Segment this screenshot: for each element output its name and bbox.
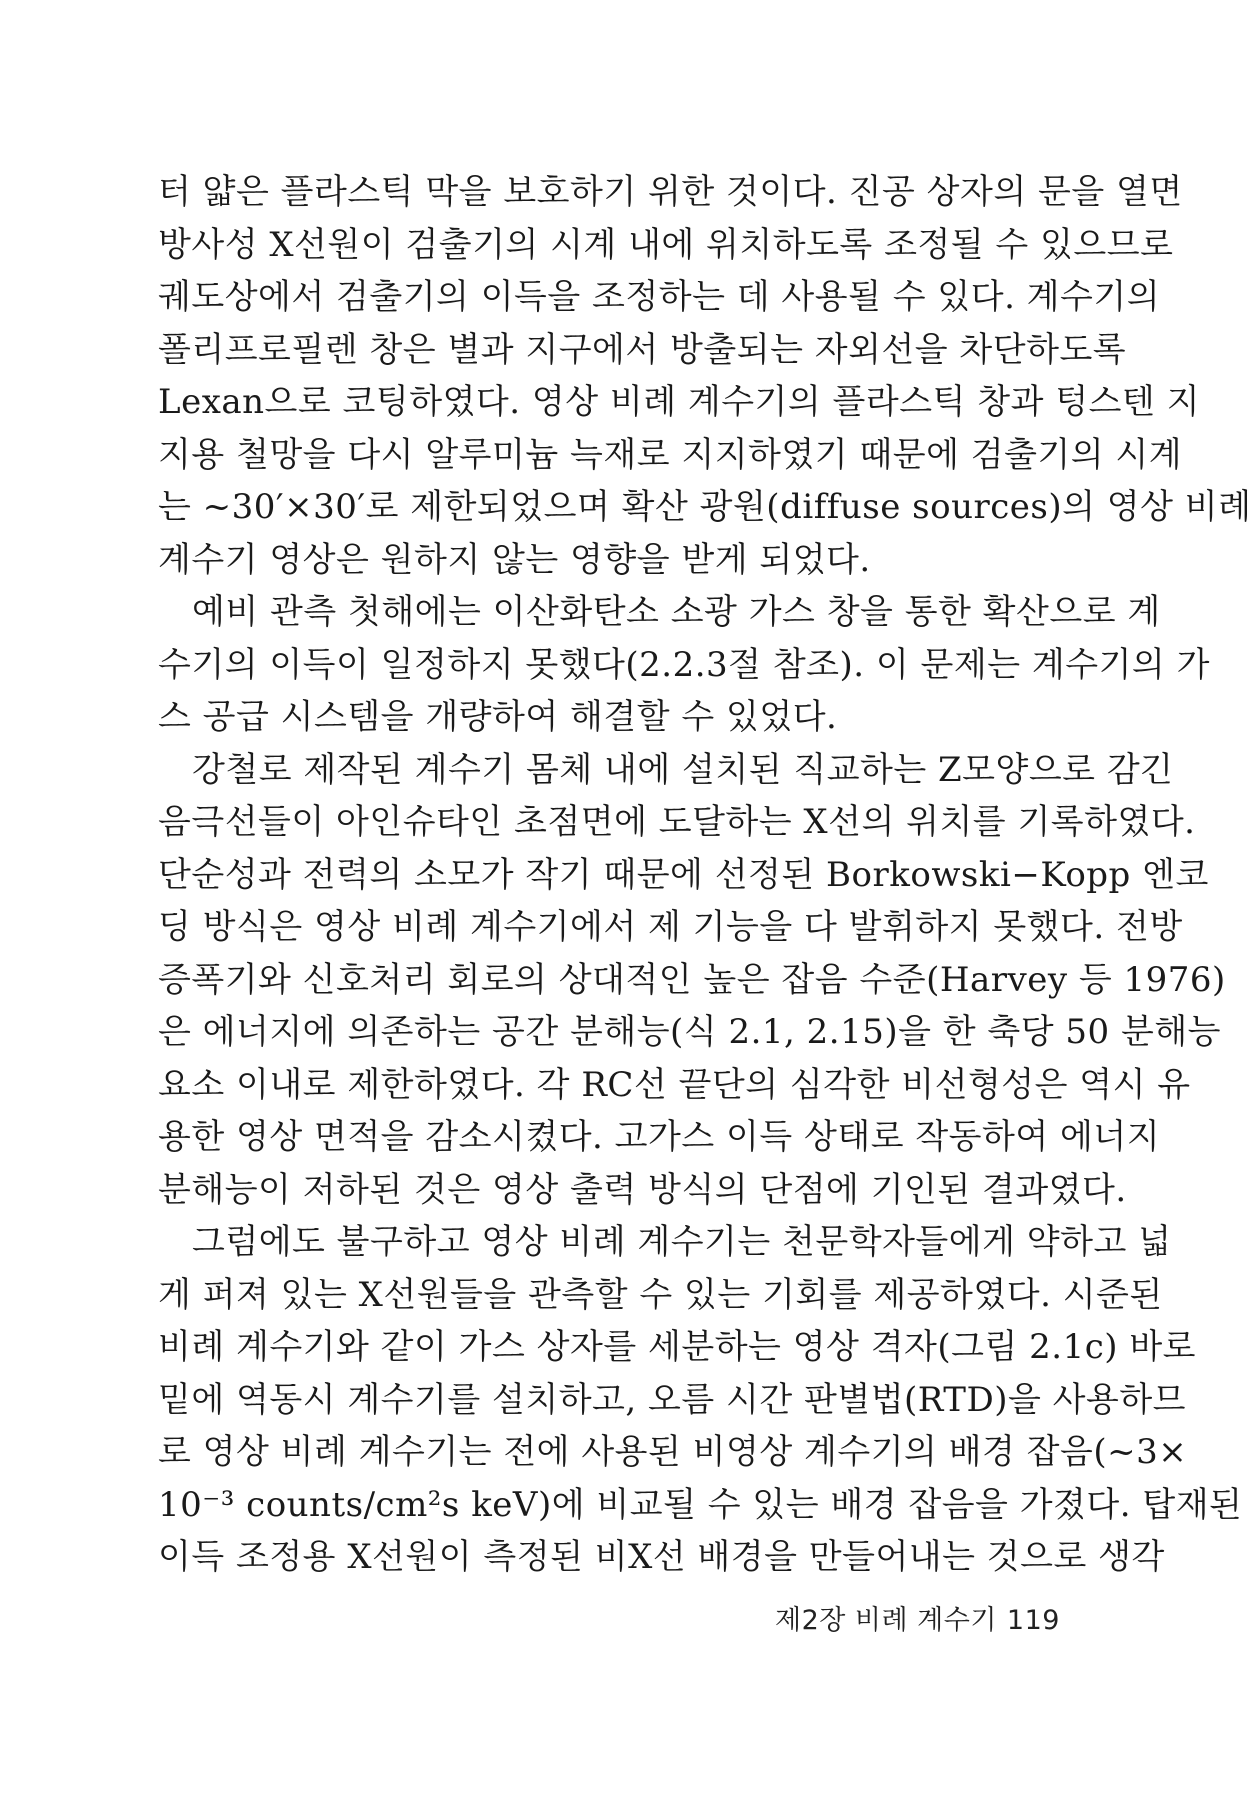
chapter-title: 제2장 비례 계수기 (775, 1605, 997, 1636)
text-line: 로 영상 비례 계수기는 전에 사용된 비영상 계수기의 배경 잡음(~3× (158, 1432, 1188, 1472)
body-text (158, 166, 1251, 1584)
text-line: Lexan으로 코팅하였다. 영상 비례 계수기의 플라스틱 창과 텅스텐 지 (158, 382, 1200, 422)
text-line: 밑에 역동시 계수기를 설치하고, 오름 시간 판별법(RTD)을 사용하므 (158, 1379, 1187, 1420)
running-footer (775, 1598, 1060, 1637)
text-line: 그럼에도 불구하고 영상 비례 계수기는 천문학자들에게 약하고 넓 (192, 1222, 1172, 1262)
text-line: 게 퍼져 있는 X선원들을 관측할 수 있는 기회를 제공하였다. 시준된 (158, 1274, 1163, 1315)
text-line: 폴리프로필렌 창은 별과 지구에서 방출되는 자외선을 차단하도록 (158, 329, 1127, 370)
text-line: 비례 계수기와 같이 가스 상자를 세분하는 영상 격자(그림 2.1c) 바로 (158, 1327, 1197, 1367)
text-line: 궤도상에서 검출기의 이득을 조정하는 데 사용될 수 있다. 계수기의 (158, 277, 1161, 317)
text-line: 음극선들이 아인슈타인 초점면에 도달하는 X선의 위치를 기록하였다. (158, 802, 1196, 842)
text-line: 계수기 영상은 원하지 않는 영향을 받게 되었다. (158, 539, 871, 580)
text-line: 은 에너지에 의존하는 공간 분해능(식 2.1, 2.15)을 한 축당 50 분해능 (158, 1012, 1222, 1052)
text-line: 용한 영상 면적을 감소시켰다. 고가스 이득 상태로 작동하여 에너지 (158, 1117, 1161, 1157)
text-line: 요소 이내로 제한하였다. 각 RC선 끝단의 심각한 비선형성은 역시 유 (158, 1064, 1191, 1105)
text-line: 예비 관측 첫해에는 이산화탄소 소광 가스 창을 통한 확산으로 계 (192, 592, 1161, 632)
text-line: 분해능이 저하된 것은 영상 출력 방식의 단점에 기인된 결과였다. (158, 1169, 1127, 1210)
text-line: 지용 철망을 다시 알루미늄 늑재로 지지하였기 때문에 검출기의 시계 (158, 434, 1183, 475)
text-line: 딩 방식은 영상 비례 계수기에서 제 기능을 다 발휘하지 못했다. 전방 (158, 907, 1183, 947)
text-line: 이득 조정용 X선원이 측정된 비X선 배경을 만들어내는 것으로 생각 (158, 1537, 1165, 1577)
text-line: 스 공급 시스템을 개량하여 해결할 수 있었다. (158, 697, 838, 737)
page-number: 119 (1006, 1605, 1060, 1636)
text-line: 증폭기와 신호처리 회로의 상대적인 높은 잡음 수준(Harvey 등 1976) (158, 959, 1226, 1000)
text-line: 는 ~30′×30′로 제한되었으며 확산 광원(diffuse sources)의 영상 비례 (158, 487, 1251, 527)
text-line: 방사성 X선원이 검출기의 시계 내에 위치하도록 조정될 수 있으므로 (158, 224, 1174, 265)
text-line: 터 얇은 플라스틱 막을 보호하기 위한 것이다. 진공 상자의 문을 열면 (158, 172, 1183, 212)
text-line: 수기의 이득이 일정하지 못했다(2.2.3절 참조). 이 문제는 계수기의 가 (158, 644, 1210, 685)
text-line: 강철로 제작된 계수기 몸체 내에 설치된 직교하는 Z모양으로 감긴 (192, 749, 1174, 790)
text-line: 10⁻³ counts/cm²s keV)에 비교될 수 있는 배경 잡음을 가졌다. 탑재된 (158, 1484, 1243, 1525)
text-line: 단순성과 전력의 소모가 작기 때문에 선정된 Borkowski−Kopp 엔코 (158, 854, 1209, 895)
